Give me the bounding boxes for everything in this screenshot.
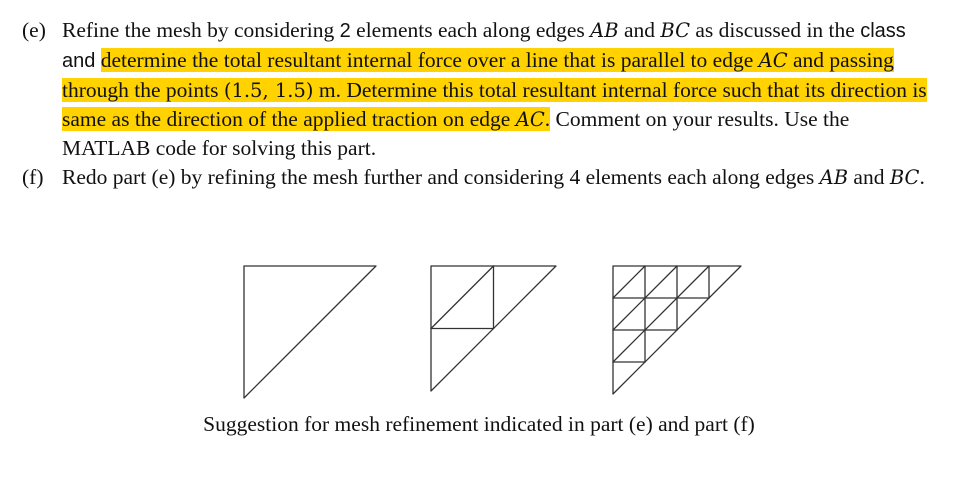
triangle-outline xyxy=(244,266,376,398)
item-f-text-2: and xyxy=(848,165,890,189)
item-f-marker: (f) xyxy=(22,165,44,189)
item-f xyxy=(22,163,932,192)
mesh-line xyxy=(613,266,709,362)
mesh-single-element xyxy=(244,266,376,398)
item-e-text-3: and xyxy=(618,18,661,42)
figure-caption: Suggestion for mesh refinement indicated in part (e) and part (f) xyxy=(203,412,755,436)
item-e-text-1: Refine the mesh by considering xyxy=(62,18,340,42)
item-e-count: 2 xyxy=(339,20,351,42)
edge-ac: AC xyxy=(758,49,788,72)
highlight-text-3: m. Determine this total resultant internal force such that its direction is same as the direction of the applied traction on edge xyxy=(62,78,927,131)
highlight-text-2: and passing through the points xyxy=(62,48,894,102)
mesh-four-by-four xyxy=(613,266,741,394)
mesh-two-by-two xyxy=(431,266,556,391)
mesh-line xyxy=(431,266,494,329)
edge-bc: BC xyxy=(660,19,691,42)
item-e-text-class: class and xyxy=(62,20,906,72)
mesh-line xyxy=(613,266,645,298)
item-e-text-4: as discussed in the xyxy=(690,18,861,42)
item-e-text-6: Comment on your results. Use the MATLAB code for solving this part. xyxy=(62,107,850,160)
edge-ab: AB xyxy=(590,19,619,42)
edge-ab: AB xyxy=(819,166,849,189)
edge-ac: AC xyxy=(515,108,545,131)
item-e-text-2: elements each along edges xyxy=(350,18,591,42)
item-f-text xyxy=(62,163,932,192)
item-f-text-1: Redo part (e) by refining the mesh further and considering 4 elements each along edges xyxy=(62,165,820,189)
highlight-text-1: determine the total resultant internal force over a line that is parallel to edge xyxy=(100,48,759,72)
edge-bc: BC xyxy=(889,166,920,189)
item-f-text-3: . xyxy=(919,165,925,189)
item-e-marker: (e) xyxy=(22,18,46,42)
mesh-refinement-figure xyxy=(236,258,756,408)
point-coordinates: (1.5, 1.5) xyxy=(223,79,314,102)
item-e xyxy=(22,16,932,163)
item-e-text xyxy=(62,16,932,163)
highlight-text-4: . xyxy=(544,107,551,131)
